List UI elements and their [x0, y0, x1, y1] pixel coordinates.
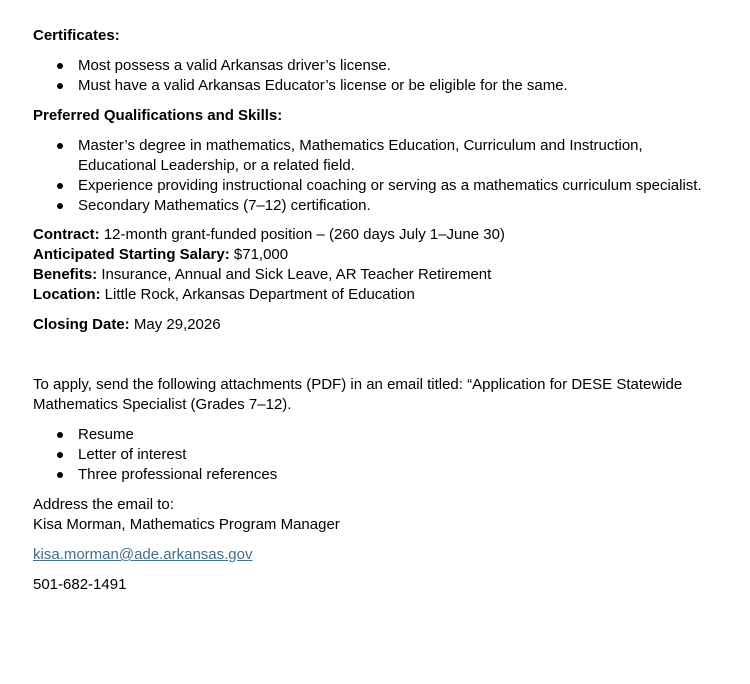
- bullet-icon: [57, 183, 63, 189]
- benefits-label: Benefits:: [33, 266, 98, 283]
- bullet-icon: [57, 432, 63, 438]
- preferred-qualifications-list: [33, 136, 717, 216]
- contract-value: 12-month grant-funded position – (260 days July 1–June 30): [99, 226, 505, 243]
- salary-label: Anticipated Starting Salary:: [33, 246, 230, 263]
- location-value: Little Rock, Arkansas Department of Education: [100, 286, 415, 303]
- contract-line: [33, 225, 717, 245]
- salary-value: $71,000: [229, 246, 289, 263]
- location-label: Location:: [33, 286, 101, 303]
- bullet-icon: [57, 452, 63, 458]
- list-item: [33, 425, 717, 445]
- attachments-list: [33, 425, 717, 485]
- email-paragraph: [33, 545, 717, 565]
- closing-date-value: May 29,2026: [129, 316, 221, 333]
- bullet-icon: [57, 203, 63, 209]
- list-item: [33, 196, 717, 216]
- recipient-name: Kisa Morman, Mathematics Program Manager: [33, 516, 340, 533]
- list-item-text: Most possess a valid Arkansas driver’s license.: [78, 57, 391, 74]
- list-item-text: Master’s degree in mathematics, Mathematics Education, Curriculum and Instruction, Educational Leadership, or a related field.: [78, 137, 643, 174]
- location-line: [33, 285, 717, 305]
- list-item-text: Letter of interest: [78, 446, 187, 463]
- bullet-icon: [57, 143, 63, 149]
- list-item-text: Must have a valid Arkansas Educator’s license or be eligible for the same.: [78, 77, 568, 94]
- list-item-text: Three professional references: [78, 466, 278, 483]
- list-item: [33, 465, 717, 485]
- list-item: [33, 76, 717, 96]
- phone-number: 501-682-1491: [33, 576, 127, 593]
- closing-date-line: [33, 315, 717, 335]
- bullet-icon: [57, 83, 63, 89]
- list-item: [33, 176, 717, 196]
- list-item: [33, 136, 717, 176]
- list-item-text: Experience providing instructional coaching or serving as a mathematics curriculum specialist.: [78, 177, 702, 194]
- position-details: [33, 225, 717, 335]
- list-item-text: Secondary Mathematics (7–12) certification.: [78, 197, 371, 214]
- list-item: [33, 56, 717, 76]
- bullet-icon: [57, 63, 63, 69]
- benefits-line: [33, 265, 717, 285]
- apply-instructions: To apply, send the following attachments (PDF) in an email titled: “Application for DESE Statewide Mathematics Specialist (Grades 7–12).: [33, 376, 683, 413]
- salary-line: [33, 245, 717, 265]
- email-link[interactable]: kisa.morman@ade.arkansas.gov: [33, 546, 253, 563]
- address-line: Address the email to:: [33, 496, 174, 513]
- certificates-list: [33, 56, 717, 96]
- list-item-text: Resume: [78, 426, 134, 443]
- list-item: [33, 445, 717, 465]
- contract-label: Contract:: [33, 226, 100, 243]
- closing-date-label: Closing Date:: [33, 316, 130, 333]
- preferred-qualifications-heading: Preferred Qualifications and Skills:: [33, 107, 283, 124]
- bullet-icon: [57, 472, 63, 478]
- benefits-value: Insurance, Annual and Sick Leave, AR Teacher Retirement: [97, 266, 492, 283]
- certificates-heading: Certificates:: [33, 27, 120, 44]
